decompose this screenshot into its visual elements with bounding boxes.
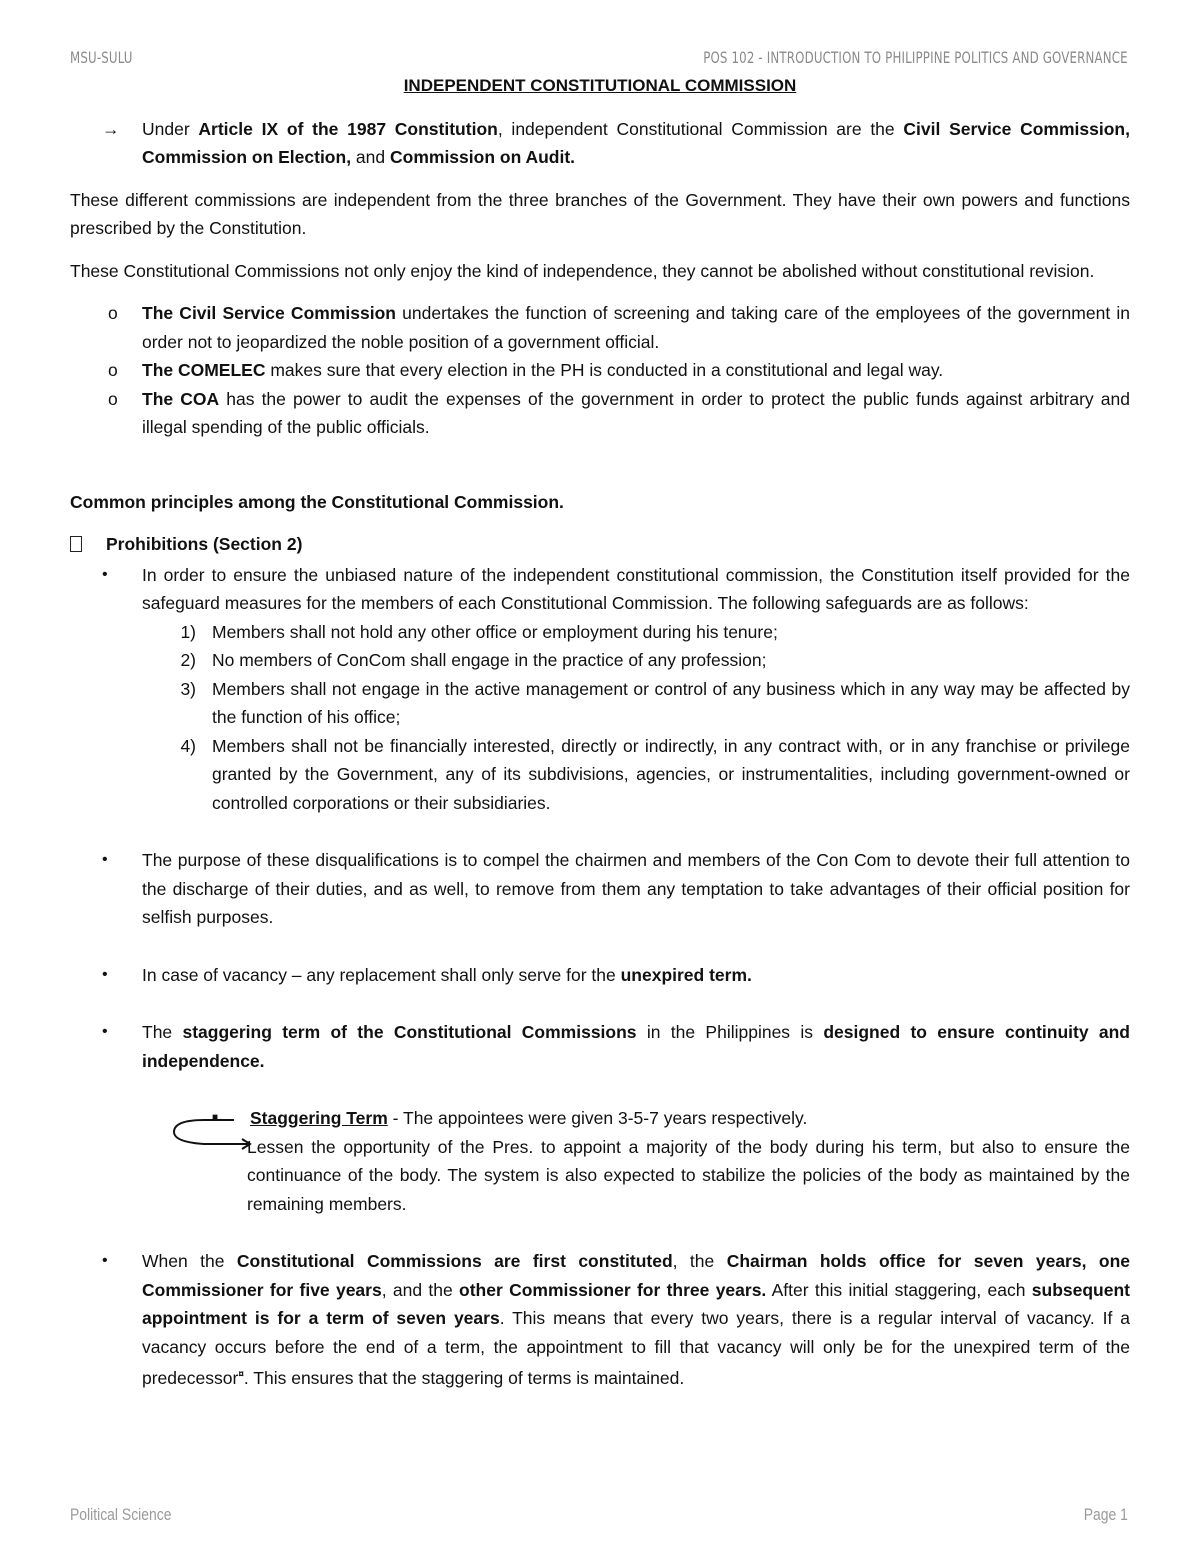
safeguard-text: No members of ConCom shall engage in the practice of any profession;	[212, 650, 767, 670]
page-title: INDEPENDENT CONSTITUTIONAL COMMISSION	[403, 76, 797, 95]
list-item	[70, 1247, 1130, 1392]
bullet-icon: •	[102, 1023, 108, 1040]
header-left: MSU-SULU	[70, 48, 133, 67]
prohibitions-heading: Prohibitions (Section 2)	[106, 534, 303, 554]
circle-bullet-icon: o	[108, 303, 118, 323]
first-text-4: After this initial staggering, each	[766, 1279, 1032, 1300]
first-text-1: When the	[142, 1251, 237, 1271]
safeguard-item	[70, 618, 1130, 647]
circle-bullet-icon: o	[108, 388, 118, 409]
list-item	[70, 561, 1130, 618]
bullet-icon: •	[102, 965, 108, 983]
coa-text: has the power to audit the expenses of the government in order to protect the public funds against arbitrary and illegal spending of the public officials.	[142, 388, 1130, 437]
intro-text-3: and	[351, 147, 390, 167]
document-body	[70, 72, 1130, 1392]
safeguard-item	[70, 646, 1130, 675]
intro-bold-3: Commission on Audit.	[390, 147, 576, 167]
coa-bold: The COA	[142, 388, 220, 409]
staggering-term-block	[212, 1104, 1130, 1218]
first-text-5: . This means that every two years, there is a regular interval of vacancy. If a vacancy occurs before the end of a term, the appointment to fill that vacancy will only be for the unexpired term of the predecessor	[142, 1308, 1130, 1388]
first-text-6: . This ensures that the staggering of terms is maintained.	[243, 1367, 685, 1388]
commission-list	[70, 299, 1130, 442]
vacancy-bold: unexpired term.	[620, 964, 752, 985]
bullet-icon: •	[102, 565, 108, 583]
safeguard-item	[70, 675, 1130, 732]
prohibitions-intro: In order to ensure the unbiased nature of the independent constitutional commission, the Constitution itself provided for the safeguard measures for the members of each Constitutional Commission. The following safeguards are as follows:	[142, 564, 1130, 613]
footer-left: Political Science	[70, 1505, 172, 1524]
first-text-3: , and the	[381, 1279, 460, 1300]
square-bullet-icon: ■	[212, 1112, 219, 1123]
list-item	[70, 299, 1130, 356]
staggering-term-text: - The appointees were given 3-5-7 years respectively.	[387, 1108, 808, 1128]
intro-text-1: Under	[142, 118, 199, 139]
safeguard-number: 2)	[180, 650, 196, 670]
footer-right: Page 1	[1083, 1505, 1128, 1524]
safeguard-number: 3)	[180, 678, 196, 699]
common-principles-heading: Common principles among the Constitutional Commission.	[70, 491, 564, 512]
paragraph-1: These different commissions are independent from the three branches of the Government. They have their own powers and functions prescribed by the Constitution.	[70, 189, 1130, 238]
first-bold-2: Chairman holds office for seven years, one Commissioner for five years	[142, 1251, 1130, 1300]
staggering-text-2: in the Philippines is	[636, 1022, 824, 1042]
staggering-bold-2: designed to ensure continuity and independence.	[142, 1022, 1130, 1071]
curved-arrow-icon	[164, 1114, 254, 1154]
csc-bold: The Civil Service Commission	[142, 303, 396, 323]
csc-text: undertakes the function of screening and taking care of the employees of the government in order not to jeopardized the noble position of a government official.	[142, 303, 1130, 352]
intro-bold-1: Article IX of the 1987 Constitution	[198, 118, 498, 139]
bullet-icon: •	[102, 851, 108, 868]
arrow-icon: →	[102, 118, 120, 139]
staggering-text-1: The	[142, 1022, 183, 1042]
first-bold-1: Constitutional Commissions are first constituted	[236, 1251, 673, 1271]
circle-bullet-icon: o	[108, 360, 118, 380]
safeguard-number: 1)	[180, 621, 196, 642]
safeguard-text: Members shall not be financially interested, directly or indirectly, in any contract with, or in any franchise or privilege granted by the Government, any of its subdivisions, agencies, or instrumentalities, including government-owned or controlled corporations or their subsidiaries.	[212, 735, 1130, 813]
prohibitions-heading-row	[70, 530, 1130, 561]
first-text-2: , the	[672, 1251, 727, 1271]
intro-bold-2: Civil Service Commission, Commission on Election,	[142, 118, 1130, 167]
intro-text-2: , independent Constitutional Commission are the	[497, 118, 904, 139]
list-item	[70, 846, 1130, 932]
list-item	[70, 356, 1130, 385]
vacancy-text: In case of vacancy – any replacement shall only serve for the	[142, 964, 621, 985]
staggering-bold-1: staggering term of the Constitutional Commissions	[182, 1022, 637, 1042]
intro-item	[70, 115, 1130, 172]
bullet-icon: •	[102, 1252, 108, 1269]
comelec-text: makes sure that every election in the PH is conducted in a constitutional and legal way.	[265, 360, 944, 380]
footnote-marker: ¤	[238, 1369, 244, 1380]
safeguard-number: 4)	[180, 735, 196, 756]
staggering-term-sub: Lessen the opportunity of the Pres. to appoint a majority of the body during his term, but also to ensure the continuance of the body. The system is also expected to stabilize the policies of the body as maintained by the remaining members.	[247, 1136, 1130, 1214]
comelec-bold: The COMELEC	[142, 360, 266, 380]
first-bold-4: subsequent appointment is for a term of seven years	[142, 1279, 1130, 1328]
safeguard-text: Members shall not engage in the active management or control of any business which in any way may be affected by the function of his office;	[212, 678, 1130, 727]
list-item	[70, 385, 1130, 442]
safeguard-text: Members shall not hold any other office or employment during his tenure;	[212, 621, 778, 642]
staggering-term-label: Staggering Term	[250, 1108, 388, 1128]
purpose-text: The purpose of these disqualifications is to compel the chairmen and members of the Con Com to devote their full attention to the discharge of their duties, and as well, to remove from them any temptation to take advantages of their official position for selfish purposes.	[142, 850, 1130, 927]
first-bold-3: other Commissioner for three years.	[459, 1279, 767, 1300]
paragraph-2: These Constitutional Commissions not only enjoy the kind of independence, they cannot be abolished without constitutional revision.	[70, 260, 1095, 281]
list-item	[70, 1018, 1130, 1075]
safeguard-item	[70, 732, 1130, 818]
checkbox-square-icon	[70, 536, 82, 552]
list-item	[70, 961, 1130, 990]
header-right: POS 102 - INTRODUCTION TO PHILIPPINE POLITICS AND GOVERNANCE	[703, 48, 1128, 67]
